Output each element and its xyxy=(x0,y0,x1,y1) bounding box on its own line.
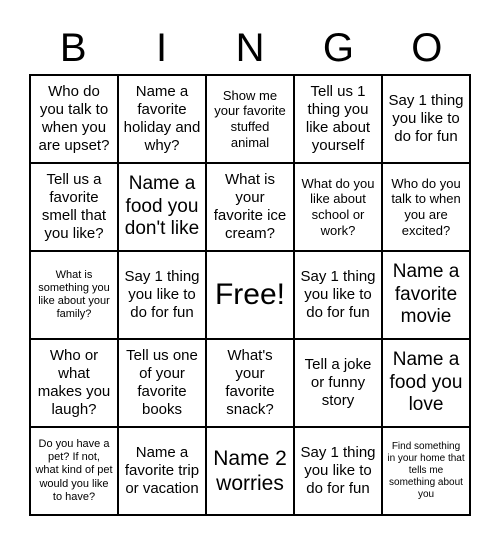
bingo-square[interactable] xyxy=(118,163,206,251)
bingo-square-text: Tell us one of your favorite books xyxy=(126,347,198,418)
bingo-square-text: What is something you like about your family? xyxy=(38,268,110,321)
bingo-square[interactable] xyxy=(206,427,294,515)
bingo-square-text: Who do you talk to when you are upset? xyxy=(38,83,110,154)
bingo-square[interactable] xyxy=(30,75,118,163)
bingo-square-text: Name a favorite holiday and why? xyxy=(123,83,201,154)
bingo-square[interactable] xyxy=(118,251,206,339)
bingo-square[interactable] xyxy=(294,339,382,427)
bingo-square[interactable] xyxy=(294,163,382,251)
bingo-square-text: What's your favorite snack? xyxy=(225,347,275,418)
header-letter-g: G xyxy=(322,26,354,70)
bingo-square-text: Say 1 thing you like to do for fun xyxy=(388,92,464,145)
bingo-square-text: What do you like about school or work? xyxy=(301,175,375,238)
bingo-square-text: Say 1 thing you like to do for fun xyxy=(300,444,376,497)
header-letter-b: B xyxy=(59,26,87,70)
bingo-square-text: Free! xyxy=(214,278,286,311)
bingo-square-text: Find something in your home that tells me something about you xyxy=(387,441,465,500)
bingo-square-text: Tell us a favorite smell that you like? xyxy=(41,171,107,242)
bingo-square[interactable] xyxy=(382,427,470,515)
bingo-square-text: Tell a joke or funny story xyxy=(304,356,372,409)
bingo-square[interactable] xyxy=(30,163,118,251)
bingo-square[interactable] xyxy=(30,427,118,515)
bingo-square[interactable] xyxy=(382,251,470,339)
bingo-square-text: Say 1 thing you like to do for fun xyxy=(300,268,376,321)
header-letter-i: I xyxy=(156,26,168,70)
bingo-square[interactable] xyxy=(206,339,294,427)
bingo-square[interactable] xyxy=(206,75,294,163)
bingo-square[interactable] xyxy=(118,427,206,515)
header-letter-n: N xyxy=(235,26,265,70)
bingo-square[interactable] xyxy=(30,251,118,339)
bingo-square[interactable] xyxy=(294,251,382,339)
bingo-free-space[interactable] xyxy=(206,251,294,339)
bingo-square[interactable] xyxy=(30,339,118,427)
bingo-square[interactable] xyxy=(294,75,382,163)
bingo-square-text: Who or what makes you laugh? xyxy=(37,347,111,418)
bingo-square[interactable] xyxy=(382,163,470,251)
bingo-square[interactable] xyxy=(206,163,294,251)
bingo-square-text: Tell us 1 thing you like about yourself xyxy=(305,83,371,154)
bingo-square-text: Name a food you love xyxy=(389,348,463,416)
bingo-square-text: Name a favorite movie xyxy=(392,260,460,328)
bingo-square[interactable] xyxy=(382,75,470,163)
bingo-header xyxy=(29,22,471,74)
bingo-square-text: What is your favorite ice cream? xyxy=(213,171,287,242)
bingo-square-text: Name a favorite trip or vacation xyxy=(124,444,200,497)
header-letter-o: O xyxy=(411,26,443,70)
bingo-square[interactable] xyxy=(118,75,206,163)
bingo-square-text: Name 2 worries xyxy=(213,446,287,495)
bingo-square-text: Who do you talk to when you are excited? xyxy=(391,175,461,238)
bingo-square-text: Name a food you don't like xyxy=(124,172,200,240)
bingo-square-text: Do you have a pet? If not, what kind of pet would you like to have? xyxy=(35,438,113,503)
bingo-grid xyxy=(29,74,471,516)
bingo-square[interactable] xyxy=(382,339,470,427)
bingo-square[interactable] xyxy=(294,427,382,515)
bingo-square[interactable] xyxy=(118,339,206,427)
bingo-square-text: Show me your favorite stuffed animal xyxy=(214,87,286,150)
bingo-square-text: Say 1 thing you like to do for fun xyxy=(124,268,200,321)
